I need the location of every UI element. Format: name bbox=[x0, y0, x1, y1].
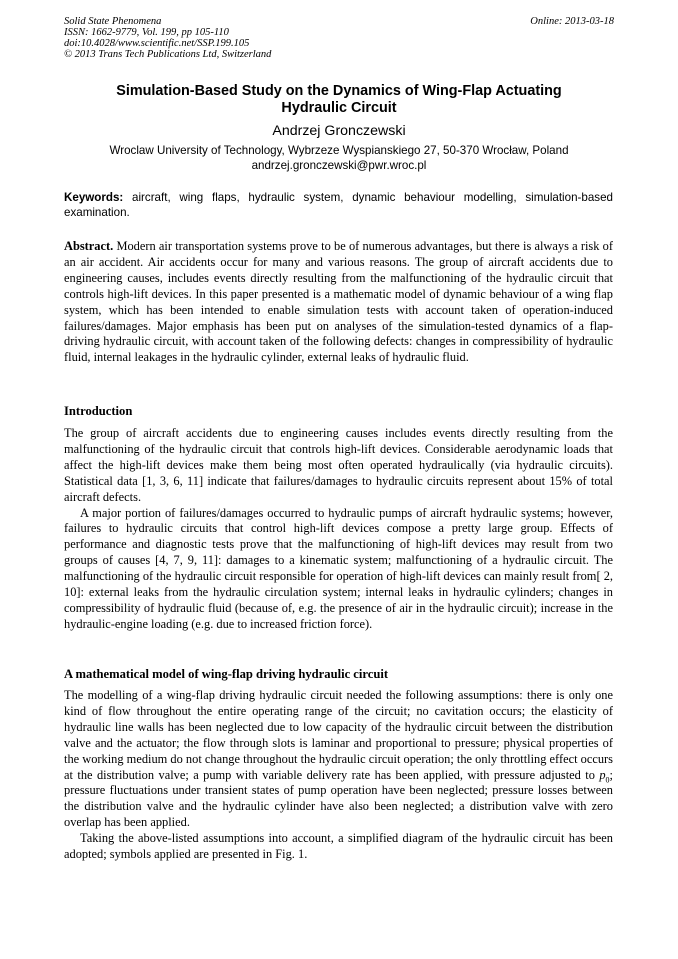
author-email: andrzej.gronczewski@pwr.wroc.pl bbox=[251, 159, 427, 172]
doi-line: doi:10.4028/www.scientific.net/SSP.199.105 bbox=[64, 38, 250, 49]
abstract-label: Abstract. bbox=[64, 239, 114, 253]
introduction-paragraph-2: A major portion of failures/damages occurred to hydraulic pumps of aircraft hydraulic systems; however, failures to hydraulic circuits that control high-lift devices compose a pretty large group. Effects of performance and diagnostic tests prove that the malfunctioning of high-lift devices may result from two groups of causes [4, 7, 9, 11]: damages to a kinematic system; malfunctioning of a hydraulic circuit. The malfunctioning of the hydraulic circuit responsible for operation of high-lift devices can mainly result from[ 2, 10]: external leaks from the hydraulic circulation system; internal leaks in hydraulic cylinders; changes in compressibility of hydraulic fluid (because of, e.g. the presence of air in the hydraulic circuit); increase in the hydraulic-engine loading (e.g. due to increased friction force). bbox=[64, 505, 613, 631]
model-paragraph-1 bbox=[64, 688, 613, 831]
introduction-heading: Introduction bbox=[64, 404, 133, 418]
introduction-body bbox=[64, 426, 613, 633]
author-name: Andrzej Gronczewski bbox=[272, 123, 406, 139]
abstract-text: Modern air transportation systems prove to be of numerous advantages, but there is always a risk of an air accident. Air accidents occur for many and various reasons. The group of aircraft accidents due to engineering causes, includes events directly resulting from the malfunctioning of the hydraulic circuit that controls high-lift devices. In this paper presented is a mathematic model of dynamic behaviour of a wing flap system, which has been intended to enable simulation tests with account taken of operation-induced failures/damages. Major emphasis has been put on analyses of the simulation-tested dynamics of a flap-driving hydraulic circuit, with account taken of the following defects: changes in compressibility of hydraulic fluid, internal leakages in the hydraulic cylinder, external leaks of hydraulic fluid. bbox=[64, 239, 613, 365]
author-affiliation bbox=[50, 143, 628, 173]
journal-name: Solid State Phenomena bbox=[64, 16, 162, 27]
keywords-label: Keywords: bbox=[64, 191, 124, 204]
online-date: Online: 2013-03-18 bbox=[530, 16, 614, 27]
model-paragraph-1-part-a: The modelling of a wing-flap driving hydraulic circuit needed the following assumptions: there is only one kind of flow throughout the entire operating range of the circuit; no cavitation occurs; the elasticity of hydraulic line walls has been neglected due to low capacity of the hydraulic circuit between the distribution valve and the actuator; the flow through slots is laminar and proportional to pressure; physical properties of the working medium do not change throughout the hydraulic circuit operation; the only throttling effect occurs at the distribution valve; a pump with variable delivery rate has been applied, with pressure adjusted to bbox=[64, 688, 613, 782]
affiliation-address: Wroclaw University of Technology, Wybrzeze Wyspianskiego 27, 50-370 Wrocław, Poland bbox=[109, 144, 569, 157]
copyright-line: © 2013 Trans Tech Publications Ltd, Switzerland bbox=[64, 49, 272, 60]
paper-title bbox=[64, 83, 614, 117]
pressure-subscript: 0 bbox=[605, 775, 610, 784]
model-paragraph-2: Taking the above-listed assumptions into account, a simplified diagram of the hydraulic circuit has been adopted; symbols applied are presented in Fig. 1. bbox=[64, 831, 613, 862]
title-line-2: Hydraulic Circuit bbox=[281, 100, 397, 116]
publication-header bbox=[64, 16, 614, 60]
keywords-section bbox=[64, 190, 613, 220]
introduction-paragraph-1: The group of aircraft accidents due to engineering causes includes events directly resulting from the malfunctioning of the hydraulic circuit that controls high-lift devices. Considerable aerodynamic loads that affect the high-lift devices make them being most often operated hydraulically (via hydraulic circuits). Statistical data [1, 3, 6, 11] indicate that failures/damages to hydraulic circuits represent about 15% of total aircraft defects. bbox=[64, 426, 613, 504]
issn-line: ISSN: 1662-9779, Vol. 199, pp 105-110 bbox=[64, 27, 229, 38]
keywords-text: aircraft, wing flaps, hydraulic system, dynamic behaviour modelling, simulation-based examination. bbox=[64, 191, 613, 219]
model-paragraph-1-part-b: ; pressure fluctuations under transient states of pump operation have been neglected; pressure losses between the distribution valve and the hydraulic cylinder have also been neglected; a distribution valve with zero overlap has been applied. bbox=[64, 767, 613, 830]
model-body bbox=[64, 688, 613, 863]
abstract-section bbox=[64, 239, 613, 366]
model-heading: A mathematical model of wing-flap driving hydraulic circuit bbox=[64, 667, 389, 681]
pressure-symbol: p bbox=[599, 767, 606, 782]
title-line-1: Simulation-Based Study on the Dynamics of Wing-Flap Actuating bbox=[116, 83, 562, 99]
